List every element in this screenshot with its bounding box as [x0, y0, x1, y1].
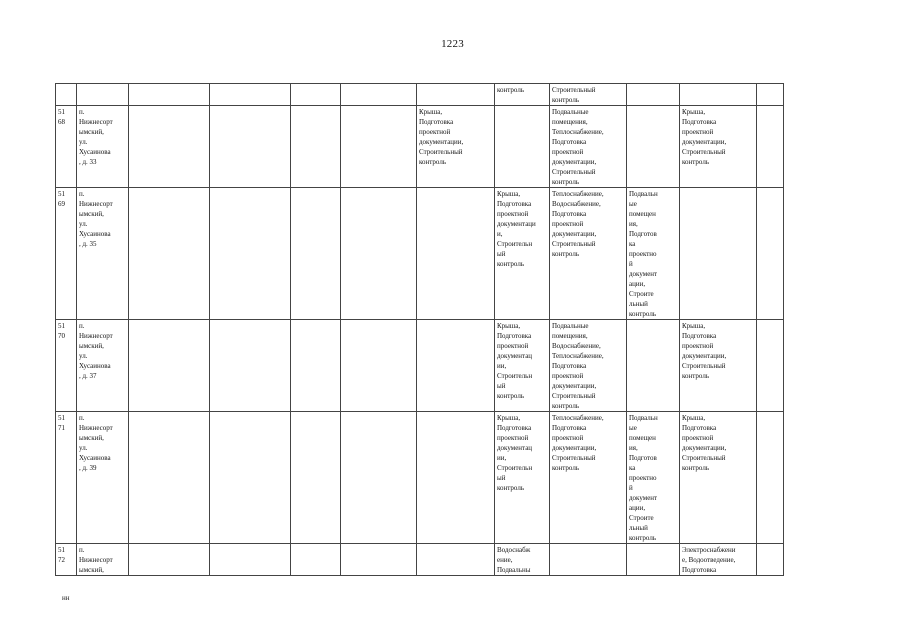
works-cell [417, 320, 495, 412]
works-cell: Крыша, Подготовка проектной документации, Строительный контроль [680, 320, 757, 412]
empty-cell [210, 412, 291, 544]
empty-cell [757, 188, 784, 320]
empty-cell [757, 544, 784, 576]
empty-cell [129, 544, 210, 576]
empty-cell [757, 84, 784, 106]
row-number-cell: 51 69 [56, 188, 77, 320]
empty-cell [210, 106, 291, 188]
works-cell: Электроснабжени е, Водоотведение, Подготовка [680, 544, 757, 576]
row-number-cell: 51 72 [56, 544, 77, 576]
page-number: 1223 [441, 38, 464, 50]
works-cell [680, 188, 757, 320]
works-cell: Строительный контроль [550, 84, 627, 106]
works-cell [417, 412, 495, 544]
works-cell [550, 544, 627, 576]
empty-cell [210, 188, 291, 320]
works-cell: Подвальные помещения, Теплоснабжение, Подготовка проектной документации, Строительный контроль [550, 106, 627, 188]
works-cell [627, 320, 680, 412]
works-cell: Крыша, Подготовка проектной документации, Строительный контроль [680, 412, 757, 544]
works-cell: Подвальн ые помещен ия, Подготов ка проектно й документ ации, Строите льный контроль [627, 412, 680, 544]
row-number-cell: 51 71 [56, 412, 77, 544]
works-cell: Крыша, Подготовка проектной документации, Строительный контроль [417, 106, 495, 188]
empty-cell [129, 106, 210, 188]
table-row [56, 106, 784, 188]
empty-cell [129, 412, 210, 544]
empty-cell [757, 412, 784, 544]
empty-cell [757, 106, 784, 188]
table-row [56, 320, 784, 412]
works-cell: Крыша, Подготовка проектной документац ии, Строительн ый контроль [495, 320, 550, 412]
works-cell: Подвальные помещения, Водоснабжение, Теплоснабжение, Подготовка проектной документации, Строительный контроль [550, 320, 627, 412]
empty-cell [341, 84, 417, 106]
empty-cell [129, 320, 210, 412]
works-cell: Теплоснабжение, Подготовка проектной документации, Строительный контроль [550, 412, 627, 544]
empty-cell [291, 544, 341, 576]
empty-cell [129, 84, 210, 106]
table-row [56, 412, 784, 544]
works-cell [627, 544, 680, 576]
row-number-cell: 51 70 [56, 320, 77, 412]
footer-note: нн [62, 594, 70, 602]
works-cell: Крыша, Подготовка проектной документаци и, Строительн ый контроль [495, 188, 550, 320]
empty-cell [341, 320, 417, 412]
works-cell: контроль [495, 84, 550, 106]
empty-cell [341, 544, 417, 576]
empty-cell [210, 544, 291, 576]
empty-cell [291, 84, 341, 106]
table-row [56, 84, 784, 106]
empty-cell [129, 188, 210, 320]
address-cell: п. Нижнесорт ымский, ул. Хусаинова , д. 33 [77, 106, 129, 188]
address-cell [77, 84, 129, 106]
empty-cell [291, 412, 341, 544]
row-number-cell [56, 84, 77, 106]
address-cell: п. Нижнесорт ымский, ул. Хусаинова , д. 35 [77, 188, 129, 320]
empty-cell [341, 106, 417, 188]
row-number-cell: 51 68 [56, 106, 77, 188]
empty-cell [291, 320, 341, 412]
table-row [56, 188, 784, 320]
empty-cell [341, 412, 417, 544]
works-cell: Водоснабж ение, Подвальны [495, 544, 550, 576]
works-cell [417, 188, 495, 320]
works-table [55, 83, 784, 576]
table-row [56, 544, 784, 576]
address-cell: п. Нижнесорт ымский, [77, 544, 129, 576]
works-cell [417, 84, 495, 106]
works-cell [627, 84, 680, 106]
empty-cell [341, 188, 417, 320]
works-cell: Теплоснабжение, Водоснабжение, Подготовка проектной документации, Строительный контроль [550, 188, 627, 320]
empty-cell [210, 320, 291, 412]
works-cell [627, 106, 680, 188]
address-cell: п. Нижнесорт ымский, ул. Хусаинова , д. 37 [77, 320, 129, 412]
works-cell: Крыша, Подготовка проектной документации, Строительный контроль [680, 106, 757, 188]
works-cell [417, 544, 495, 576]
empty-cell [291, 188, 341, 320]
works-cell [680, 84, 757, 106]
works-cell: Крыша, Подготовка проектной документац ии, Строительн ый контроль [495, 412, 550, 544]
works-cell: Подвальн ые помещен ия, Подготов ка проектно й документ ации, Строите льный контроль [627, 188, 680, 320]
address-cell: п. Нижнесорт ымский, ул. Хусаинова , д. 39 [77, 412, 129, 544]
empty-cell [291, 106, 341, 188]
works-cell [495, 106, 550, 188]
empty-cell [757, 320, 784, 412]
empty-cell [210, 84, 291, 106]
